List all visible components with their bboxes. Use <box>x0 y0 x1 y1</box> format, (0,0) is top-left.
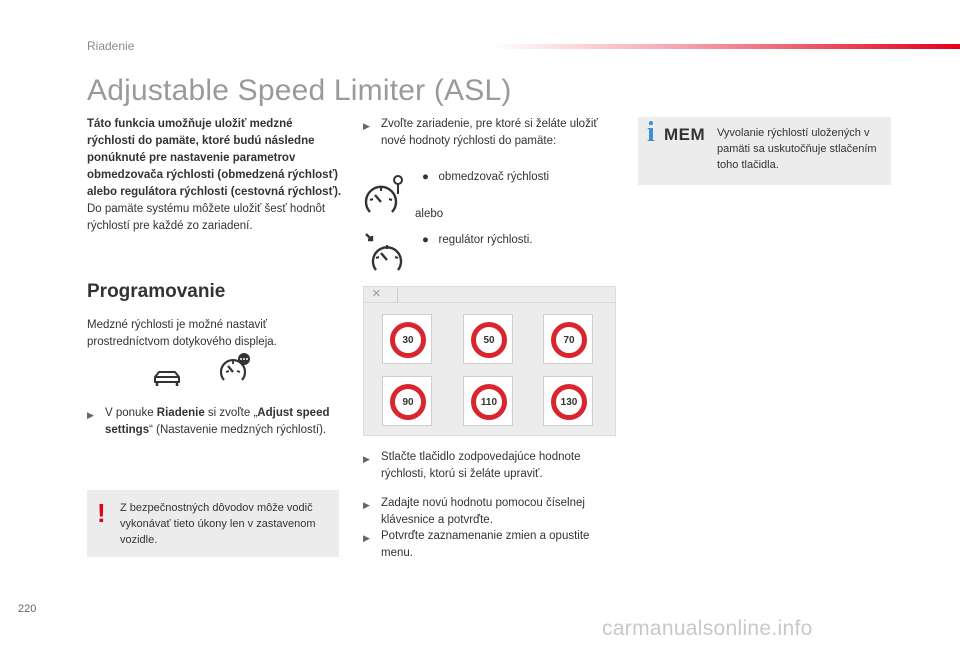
watermark: carmanualsonline.info <box>602 617 813 640</box>
programming-text: Medzné rýchlosti je možné nastaviť prostredníctvom dotykového displeja. <box>87 319 277 348</box>
bullet-limiter: ● obmedzovač rýchlosti <box>422 171 550 183</box>
speed-button-30[interactable] <box>382 314 432 364</box>
programming-step: ▶ V ponuke Riadenie si zvoľte „Adjust speed settings“ (Nastavenie medzných rýchlostí). <box>87 405 337 439</box>
menu-riadenie: Riadenie <box>156 407 205 419</box>
section-label: Riadenie <box>87 39 135 53</box>
warning-text: Z bezpečnostných dôvodov môže vodič vykonávať tieto úkony len v zastavenom vozidle. <box>120 502 316 546</box>
mem-button-label: MEM <box>664 125 706 144</box>
speed-sign: 90 <box>390 384 426 420</box>
speed-button-50[interactable] <box>463 314 513 364</box>
menu-adjust-speed-settings: Adjust speed settings <box>105 407 330 436</box>
speed-sign: 70 <box>551 322 587 358</box>
intro-normal: Do pamäte systému môžete uložiť šesť hodnôt rýchlostí pre každé zo zariadení. <box>87 203 326 232</box>
arrow-bullet-icon: ▶ <box>363 500 370 510</box>
programming-heading: Programovanie <box>87 281 226 302</box>
intro-bold: Táto funkcia umožňuje uložiť medzné rýchlosti do pamäte, ktoré budú následne ponúknuté pre nastavenie parametrov obmedzovača rýchlosti (obmedzená rýchlosť) alebo regulátora rýchlosti (cestovná rýchlosť). <box>87 118 342 198</box>
page-number: 220 <box>18 603 37 615</box>
speed-sign: 50 <box>471 322 507 358</box>
info-icon: i <box>647 117 655 148</box>
speed-sign: 110 <box>471 384 507 420</box>
cruise-control-icon <box>364 232 408 274</box>
speed-button-130[interactable] <box>543 376 593 426</box>
speed-sign: 30 <box>390 322 426 358</box>
speed-button-90[interactable] <box>382 376 432 426</box>
speed-sign: 130 <box>551 384 587 420</box>
speed-button-70[interactable] <box>543 314 593 364</box>
speedometer-icon <box>218 352 252 384</box>
speed-button-110[interactable] <box>463 376 513 426</box>
middle-step-2: ▶ Stlačte tlačidlo zodpovedajúce hodnote rýchlosti, ktorú si želáte upraviť. <box>363 449 613 483</box>
header-accent-bar <box>490 44 960 49</box>
middle-step-1: ▶ Zvoľte zariadenie, pre ktoré si želáte uložiť nové hodnoty rýchlosti do pamäte: <box>363 116 621 150</box>
car-icon <box>152 368 182 388</box>
info-text: Vyvolanie rýchlostí uložených v pamäti sa uskutočňuje stlačením toho tlačidla. <box>717 127 877 171</box>
bullet-cruise: ● regulátor rýchlosti. <box>422 234 533 246</box>
close-icon[interactable]: × <box>372 285 381 302</box>
speed-limiter-icon <box>364 172 408 216</box>
or-text: alebo <box>415 208 444 220</box>
warning-icon: ! <box>97 498 106 528</box>
arrow-bullet-icon: ▶ <box>363 533 370 543</box>
middle-step-3: ▶ Zadajte novú hodnotu pomocou číselnej klávesnice a potvrďte. <box>363 495 613 529</box>
arrow-bullet-icon: ▶ <box>363 454 370 464</box>
arrow-bullet-icon: ▶ <box>363 121 370 131</box>
toolbar-separator <box>397 287 398 303</box>
page-title: Adjustable Speed Limiter (ASL) <box>87 74 512 107</box>
screen-toolbar <box>364 287 615 303</box>
middle-step-4: ▶ Potvrďte zaznamenanie zmien a opustite menu. <box>363 528 613 562</box>
intro-text <box>87 116 342 235</box>
arrow-bullet-icon: ▶ <box>87 410 94 420</box>
